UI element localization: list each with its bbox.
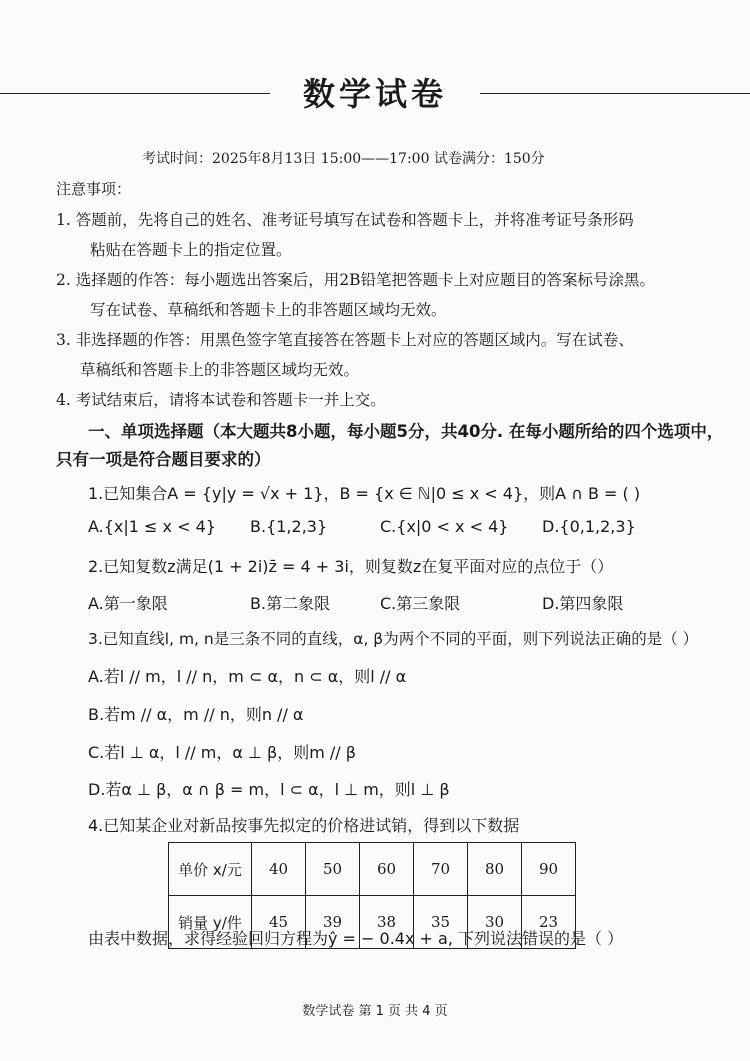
page-title: 数学试卷	[270, 74, 480, 114]
notice-item-1-cont: 粘贴在答题卡上的指定位置。	[90, 241, 292, 259]
notice-item-1: 1. 答题前，先将自己的姓名、准考证号填写在试卷和答题卡上，并将准考证号条形码	[56, 211, 634, 229]
table-cell: 60	[360, 843, 414, 896]
notice-item-3: 3. 非选择题的作答：用黑色签字笔直接答在答题卡上对应的答题区域内。写在试卷、	[56, 331, 634, 349]
question-3-stem: 3.已知直线l, m, n是三条不同的直线，α, β为两个不同的平面，则下列说法正确的是（ ）	[88, 630, 699, 648]
table-cell: 45	[252, 896, 306, 949]
table-cell: 70	[414, 843, 468, 896]
question-3-option-c: C.若l ⊥ α，l // m，α ⊥ β，则m // β	[88, 743, 356, 762]
question-1-option-a: A.{x|1 ≤ x < 4}	[88, 517, 216, 536]
exam-info: 考试时间：2025年8月13日 15:00——17:00 试卷满分：150分	[142, 151, 545, 167]
question-1-option-c: C.{x|0 < x < 4}	[380, 517, 509, 536]
question-2-option-d: D.第四象限	[542, 594, 624, 613]
question-3-option-d: D.若α ⊥ β，α ∩ β = m，l ⊂ α，l ⊥ m，则l ⊥ β	[88, 780, 450, 799]
notice-heading: 注意事项：	[56, 180, 132, 198]
table-cell: 38	[360, 896, 414, 949]
question-2-option-c: C.第三象限	[380, 594, 461, 613]
table-row-label: 单价 x/元	[169, 843, 252, 896]
table-cell: 39	[306, 896, 360, 949]
table-row	[169, 843, 576, 896]
table-cell: 30	[468, 896, 522, 949]
section-heading-cont: 只有一项是符合题目要求的）	[56, 450, 271, 469]
question-3-option-b: B.若m // α，m // n，则n // α	[88, 705, 304, 724]
question-1-stem: 1.已知集合A = {y|y = √x + 1}，B = {x ∈ ℕ|0 ≤ x < 4}，则A ∩ B = ( )	[88, 484, 641, 503]
question-1-option-d: D.{0,1,2,3}	[542, 517, 636, 536]
notice-item-3-cont: 草稿纸和答题卡上的非答题区域均无效。	[80, 361, 360, 379]
section-heading: 一、单项选择题（本大题共8小题，每小题5分，共40分. 在每小题所给的四个选项中，	[88, 422, 724, 441]
table-cell: 80	[468, 843, 522, 896]
table-row-label: 销量 y/件	[169, 896, 252, 949]
question-2-option-a: A.第一象限	[88, 594, 168, 613]
table-cell: 35	[414, 896, 468, 949]
page-footer: 数学试卷 第 1 页 共 4 页	[302, 1004, 448, 1019]
table-cell: 50	[306, 843, 360, 896]
question-4-followup: 由表中数据，求得经验回归方程为ŷ = − 0.4x + a, 下列说法错误的是（ ）	[88, 929, 624, 948]
question-2-stem: 2.已知复数z满足(1 + 2i)z̄ = 4 + 3i，则复数z在复平面对应的点位于（）	[88, 557, 614, 576]
table-cell: 40	[252, 843, 306, 896]
notice-item-2: 2. 选择题的作答：每小题选出答案后，用2B铅笔把答题卡上对应题目的答案标号涂黑。	[56, 271, 655, 289]
question-3-option-a: A.若l // m，l // n，m ⊂ α，n ⊂ α，则l // α	[88, 667, 407, 686]
table-cell: 90	[522, 843, 576, 896]
question-2-option-b: B.第二象限	[250, 594, 331, 613]
question-1-option-b: B.{1,2,3}	[250, 517, 328, 536]
table-cell: 23	[522, 896, 576, 949]
notice-item-2-cont: 写在试卷、草稿纸和答题卡上的非答题区域均无效。	[90, 301, 447, 319]
notice-item-4: 4. 考试结束后，请将本试卷和答题卡一并上交。	[56, 391, 386, 409]
question-4-stem: 4.已知某企业对新品按事先拟定的价格进试销，得到以下数据	[88, 816, 520, 835]
